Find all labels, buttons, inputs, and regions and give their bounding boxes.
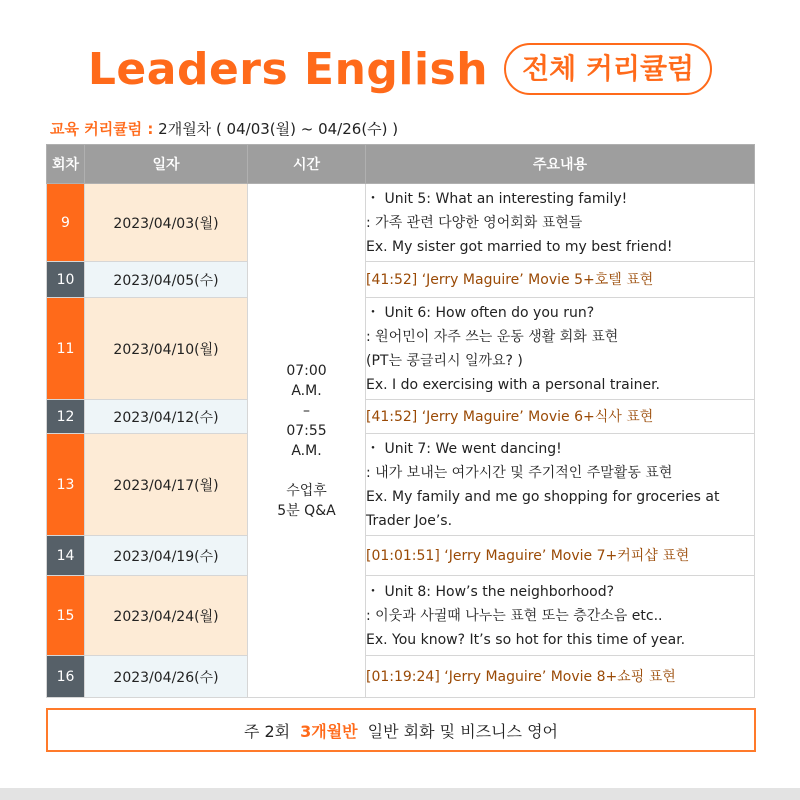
table-row	[47, 400, 755, 434]
table-row	[47, 184, 755, 262]
curriculum-period	[50, 118, 398, 139]
session-date: 2023/04/10(월)	[85, 298, 248, 400]
session-content	[366, 434, 755, 536]
content-line: ・ Unit 6: How often do you run?	[366, 304, 595, 321]
session-number: 9	[47, 184, 85, 262]
session-date: 2023/04/03(월)	[85, 184, 248, 262]
session-date: 2023/04/17(월)	[85, 434, 248, 536]
content-line: : 원어민이 자주 쓰는 운동 생활 회화 표현	[366, 328, 619, 345]
summary-description: 일반 회화 및 비즈니스 영어	[367, 721, 559, 741]
session-number: 14	[47, 536, 85, 576]
time-line: 07:00	[286, 362, 327, 379]
session-date: 2023/04/19(수)	[85, 536, 248, 576]
table-row	[47, 262, 755, 298]
session-number: 10	[47, 262, 85, 298]
content-line: [01:19:24] ‘Jerry Maguire’ Movie 8+쇼핑 표현	[366, 668, 676, 685]
session-content	[366, 298, 755, 400]
content-line: ・ Unit 8: How’s the neighborhood?	[366, 583, 615, 600]
table-row	[47, 536, 755, 576]
content-line: : 내가 보내는 여가시간 및 주기적인 주말활동 표현	[366, 464, 673, 481]
time-line: 5분 Q&A	[277, 502, 336, 519]
schedule-table	[46, 144, 755, 698]
session-content	[366, 656, 755, 698]
session-date: 2023/04/05(수)	[85, 262, 248, 298]
table-header-row	[47, 145, 755, 184]
curriculum-label: 교육 커리큘럼 :	[50, 120, 154, 138]
session-number: 11	[47, 298, 85, 400]
time-line: 07:55	[286, 422, 327, 439]
content-line: [41:52] ‘Jerry Maguire’ Movie 6+식사 표현	[366, 408, 654, 425]
session-content	[366, 400, 755, 434]
course-summary	[46, 708, 756, 752]
session-content	[366, 536, 755, 576]
content-line: Ex. My family and me go shopping for groceries at Trader Joe’s.	[366, 488, 720, 529]
content-line: (PT는 콩글리시 일까요? )	[366, 352, 523, 369]
page-title: Leaders English	[87, 43, 489, 95]
session-date: 2023/04/26(수)	[85, 656, 248, 698]
summary-duration: 3개월반	[300, 721, 358, 741]
session-content	[366, 184, 755, 262]
content-line: ・ Unit 7: We went dancing!	[366, 440, 562, 457]
class-time	[248, 184, 366, 698]
table-row	[47, 434, 755, 536]
time-line: 수업후	[286, 482, 327, 499]
content-line: Ex. My sister got married to my best friend!	[366, 238, 673, 255]
header-time: 시간	[248, 145, 366, 184]
content-line: : 가족 관련 다양한 영어회화 표현들	[366, 214, 583, 231]
summary-frequency: 주 2회	[243, 721, 291, 741]
content-line: [01:01:51] ‘Jerry Maguire’ Movie 7+커피샵 표현	[366, 547, 690, 564]
footer-divider	[0, 788, 800, 800]
time-line: A.M.	[291, 442, 322, 459]
session-number: 12	[47, 400, 85, 434]
time-line	[248, 461, 365, 481]
time-line: –	[303, 402, 310, 419]
curriculum-badge: 전체 커리큘럼	[504, 43, 712, 95]
session-number: 16	[47, 656, 85, 698]
title-row	[0, 38, 800, 100]
content-line: : 이웃과 사귈때 나누는 표현 또는 층간소음 etc..	[366, 607, 663, 624]
session-date: 2023/04/24(월)	[85, 576, 248, 656]
content-line: ・ Unit 5: What an interesting family!	[366, 190, 628, 207]
curriculum-range: 2개월차 ( 04/03(월) ~ 04/26(수) )	[153, 120, 399, 138]
table-row	[47, 656, 755, 698]
header-session: 회차	[47, 145, 85, 184]
content-line: [41:52] ‘Jerry Maguire’ Movie 5+호텔 표현	[366, 271, 654, 288]
session-content	[366, 262, 755, 298]
content-line: Ex. You know? It’s so hot for this time of year.	[366, 631, 686, 648]
table-row	[47, 298, 755, 400]
table-row	[47, 576, 755, 656]
header-content: 주요내용	[366, 145, 755, 184]
session-number: 15	[47, 576, 85, 656]
content-line: Ex. I do exercising with a personal trainer.	[366, 376, 660, 393]
session-date: 2023/04/12(수)	[85, 400, 248, 434]
session-content	[366, 576, 755, 656]
header-date: 일자	[85, 145, 248, 184]
time-line: A.M.	[291, 382, 322, 399]
session-number: 13	[47, 434, 85, 536]
